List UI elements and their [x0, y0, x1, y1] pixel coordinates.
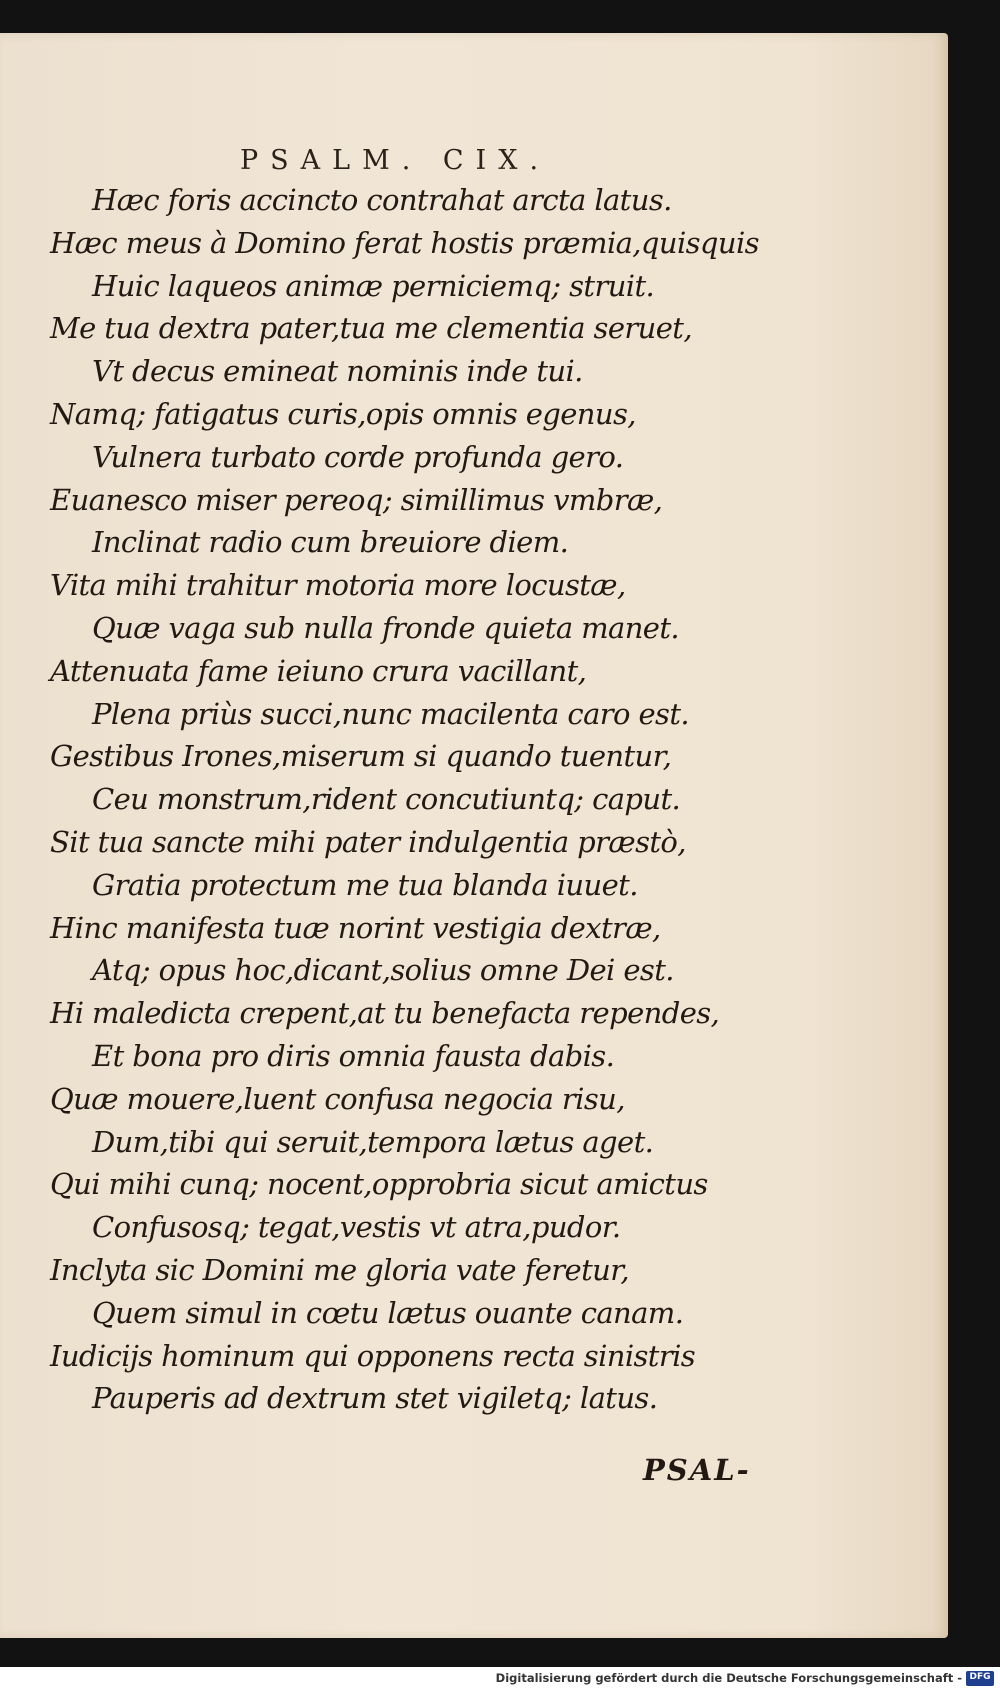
verse-block [0, 179, 760, 1420]
verse-line: Atq; opus hoc,dicant,solius omne Dei est. [92, 953, 674, 988]
verse-line: Sit tua sancte mihi pater indulgentia præstò, [50, 824, 686, 859]
verse-line: Ceu monstrum,rident concutiuntq; caput. [92, 782, 681, 817]
verse-line: Huic laqueos animæ perniciemq; struit. [92, 268, 655, 303]
verse-line: Namq; fatigatus curis,opis omnis egenus, [50, 396, 636, 431]
verse-line: Plena priùs succi,nunc macilenta caro est. [92, 696, 690, 731]
digitization-footer [0, 1667, 1000, 1691]
verse-line: Dum,tibi qui seruit,tempora lætus aget. [92, 1124, 654, 1159]
verse-line: Vt decus emineat nominis inde tui. [92, 354, 583, 389]
verse-line: Attenuata fame ieiuno crura vacillant, [50, 653, 587, 688]
verse-line: Inclinat radio cum breuiore diem. [92, 525, 569, 560]
verse-line: Iudicijs hominum qui opponens recta sinistris [50, 1338, 696, 1373]
verse-line: Euanesco miser pereoq; simillimus vmbræ, [50, 482, 663, 517]
verse-line: Inclyta sic Domini me gloria vate feretur, [50, 1252, 629, 1287]
verse-line: Me tua dextra pater,tua me clementia seruet, [50, 311, 692, 346]
verse-line: Hinc manifesta tuæ norint vestigia dextræ, [50, 910, 661, 945]
verse-line: Hæc meus à Domino ferat hostis præmia,quisquis [50, 225, 759, 260]
verse-line: Quem simul in cœtu lætus ouante canam. [92, 1295, 684, 1330]
funding-notice: Digitalisierung gefördert durch die Deutsche Forschungsgemeinschaft - [495, 1671, 962, 1685]
book-page [0, 33, 948, 1638]
verse-line: Hæc foris accincto contrahat arcta latus. [92, 183, 672, 217]
verse-line: Confusosq; tegat,vestis vt atra,pudor. [92, 1210, 621, 1245]
verse-line: Quæ vaga sub nulla fronde quieta manet. [92, 610, 680, 645]
verse-line: Et bona pro diris omnia fausta dabis. [92, 1038, 615, 1073]
dfg-logo [966, 1671, 994, 1686]
verse-line: Vita mihi trahitur motoria more locustæ, [50, 568, 626, 603]
verse-line: Hi maledicta crepent,at tu benefacta rependes, [50, 996, 720, 1031]
catchword: PSAL- [643, 1453, 751, 1487]
verse-line: Gratia protectum me tua blanda iuuet. [92, 867, 638, 902]
verse-line: Vulnera turbato corde profunda gero. [92, 439, 624, 474]
verse-line: Pauperis ad dextrum stet vigiletq; latus. [92, 1381, 658, 1416]
running-head: PSALM. CIX. [240, 145, 551, 176]
verse-line: Gestibus Irones,miserum si quando tuentur, [50, 739, 672, 774]
verse-line: Quæ mouere,luent confusa negocia risu, [50, 1081, 625, 1116]
verse-line: Qui mihi cunq; nocent,opprobria sicut amictus [50, 1167, 708, 1202]
